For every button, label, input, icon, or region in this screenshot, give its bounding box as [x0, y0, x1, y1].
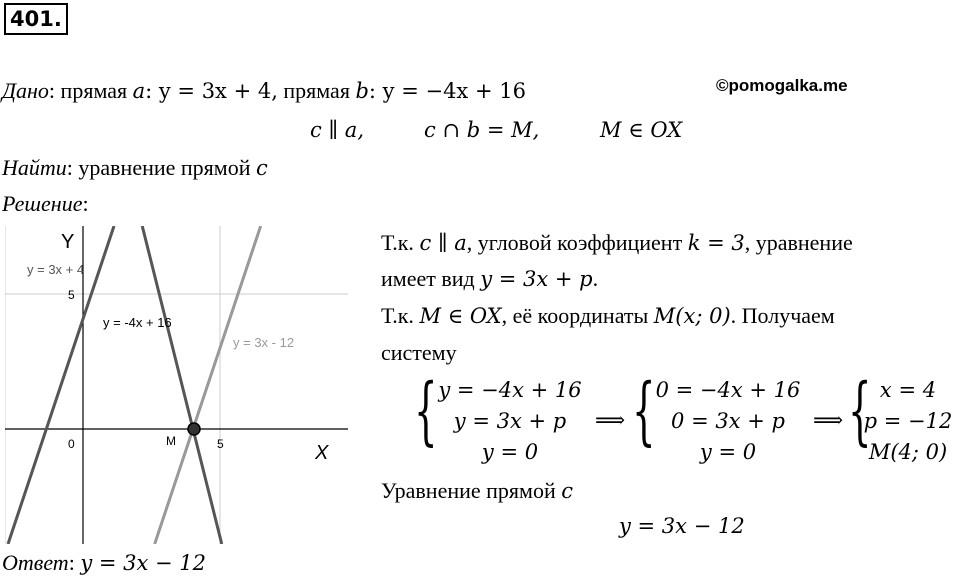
reasoning-line-1: Т.к. c ∥ a, угловой коэффициент k = 3, уравнение — [381, 230, 853, 255]
problem-number: 401. — [4, 3, 68, 35]
line-a-eq: : y = 3x + 4, — [145, 79, 278, 103]
find-line: Найти: уравнение прямой c — [2, 155, 268, 180]
reasoning-line-4: систему — [381, 340, 457, 365]
line-b-var: b — [355, 79, 369, 103]
answer-equation: y = 3x − 12 — [80, 551, 206, 575]
system-1: y = −4x + 16 y = 3x + p y = 0 — [438, 378, 582, 464]
given-line: Дано: прямая a: y = 3x + 4, прямая b: y = −4x + 16 — [2, 78, 526, 103]
system-3: x = 4 p = −12 M(4; 0) — [863, 378, 953, 464]
system-1-brace: { — [414, 368, 438, 454]
solution-heading: Решение: — [2, 191, 89, 216]
coordinate-graph — [5, 226, 348, 544]
x-tick-label: 5 — [217, 437, 224, 451]
y-axis-label: Y — [61, 231, 75, 253]
final-statement: Уравнение прямой c — [381, 478, 573, 503]
line-a-var: a — [132, 79, 146, 103]
implies-arrow-2: ⟹ — [813, 408, 844, 432]
line-b-eq: : y = −4x + 16 — [368, 79, 526, 103]
given-label: Дано — [2, 78, 49, 103]
y-tick-label: 5 — [68, 288, 75, 302]
watermark: ©pomogalka.me — [716, 76, 848, 95]
system-2: 0 = −4x + 16 0 = 3x + p y = 0 — [655, 378, 801, 464]
condition-intersection: c ∩ b = M, — [424, 118, 540, 142]
line-a-label: y = 3x + 4 — [27, 262, 85, 277]
line-c — [155, 226, 261, 544]
find-label: Найти — [2, 155, 67, 180]
reasoning-line-2: имеет вид y = 3x + p. — [381, 266, 599, 291]
final-equation: y = 3x − 12 — [619, 514, 745, 538]
x-axis-label: X — [315, 442, 329, 464]
line-b — [142, 226, 222, 544]
system-2-brace: { — [632, 368, 656, 454]
implies-arrow-1: ⟹ — [595, 408, 626, 432]
answer-label: Ответ — [2, 550, 69, 575]
line-b-label: y = -4x + 16 — [103, 315, 172, 330]
condition-parallel: c ∥ a, — [310, 118, 365, 142]
line-c-label: y = 3x - 12 — [233, 335, 295, 350]
point-m — [188, 423, 200, 435]
answer-line: Ответ: y = 3x − 12 — [2, 550, 206, 575]
origin-label: 0 — [68, 437, 75, 451]
point-m-label: M — [166, 434, 176, 448]
reasoning-line-3: Т.к. M ∈ OX, её координаты M(x; 0). Получаем — [381, 303, 835, 328]
condition-on-axis: M ∈ OX — [600, 118, 683, 142]
system-3-brace: { — [848, 368, 872, 454]
